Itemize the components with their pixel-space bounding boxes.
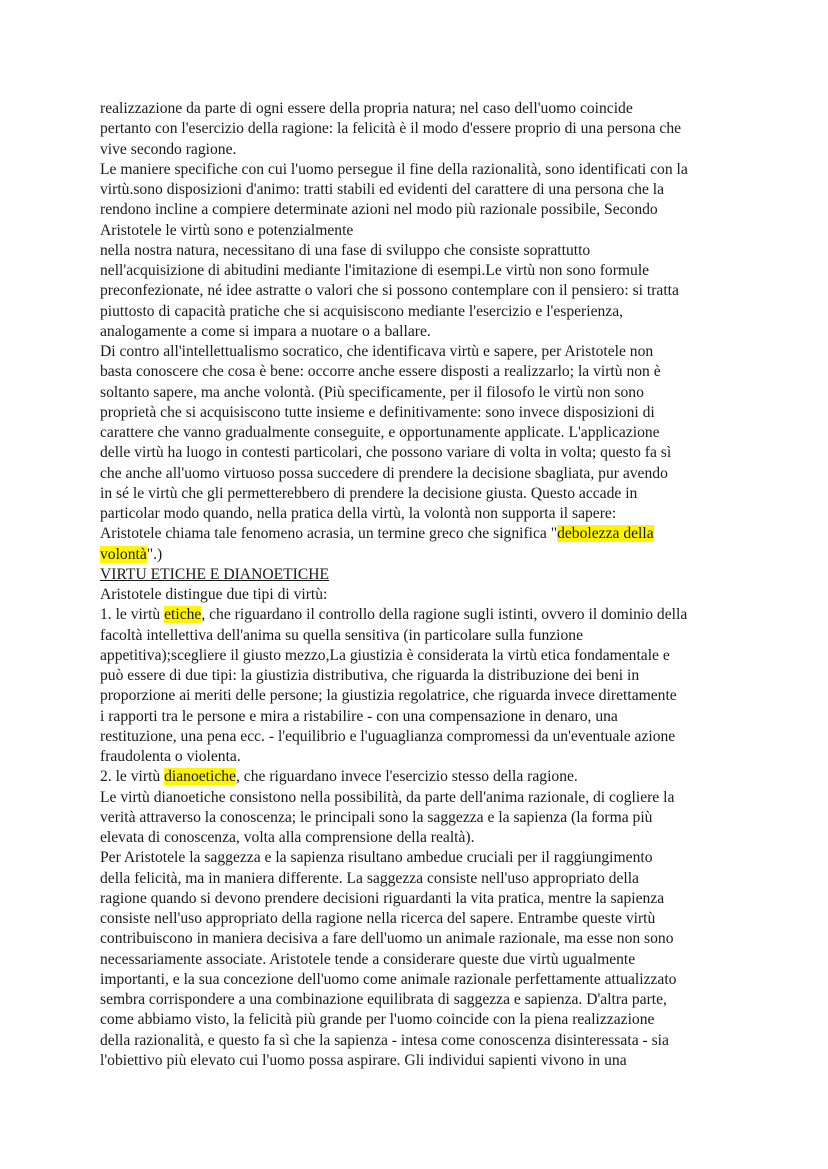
text-line [100, 767, 740, 787]
text-line: proporzione ai meriti delle persone; la giustizia regolatrice, che riguarda invece direttamente [100, 687, 677, 705]
text-line: Per Aristotele la saggezza e la sapienza risultano ambedue cruciali per il raggiungimento [100, 849, 653, 867]
text-line: preconfezionate, né idee astratte o valori che si possono contemplare con il pensiero: si tratta [100, 282, 679, 300]
text-line: basta conoscere che cosa è bene: occorre anche essere disposti a realizzarlo; la virtù non è [100, 363, 661, 381]
highlighted-text: dianoetiche [164, 768, 236, 786]
text-line: vive secondo ragione. [100, 140, 237, 158]
text-line [100, 605, 740, 625]
highlighted-text: etiche [164, 606, 202, 624]
text-line: restituzione, una pena ecc. - l'equilibrio e l'uguaglianza compromessi da un'eventuale azione [100, 727, 676, 745]
text-line: in sé le virtù che gli permetterebbero di prendere la decisione giusta. Questo accade in [100, 484, 638, 502]
text-line: verità attraverso la conoscenza; le principali sono la saggezza e la sapienza (la forma più [100, 808, 653, 826]
text-line: i rapporti tra le persone e mira a ristabilire - con una compensazione in denaro, una [100, 707, 618, 725]
document-body [100, 99, 740, 1071]
text-line: analogamente a come si impara a nuotare o a ballare. [100, 322, 431, 340]
text-line: rendono incline a compiere determinate azioni nel modo più razionale possibile, Secondo [100, 201, 658, 219]
section-heading: VIRTU ETICHE E DIANOETICHE [100, 565, 330, 583]
text-segment: , che riguardano invece l'esercizio stesso della ragione. [235, 768, 578, 786]
text-line: delle virtù ha luogo in contesti particolari, che possono variare di volta in volta; questo fa sì [100, 444, 672, 462]
text-line: nell'acquisizione di abitudini mediante l'imitazione di esempi.Le virtù non sono formule [100, 262, 650, 279]
text-line: carattere che vanno gradualmente conseguite, e opportunamente applicate. L'applicazione [100, 424, 660, 441]
text-line: può essere di due tipi: la giustizia distributiva, che riguarda la distribuzione dei beni in [100, 667, 640, 684]
text-line: fraudolenta o violenta. [100, 748, 241, 765]
text-segment: 2. le virtù [100, 768, 165, 786]
highlighted-text: volontà [100, 545, 147, 563]
text-line: facoltà intellettiva dell'anima su quella sensitiva (in particolare sulla funzione [100, 626, 584, 644]
text-line: necessariamente associate. Aristotele tende a considerare queste due virtù ugualmente [100, 950, 636, 968]
text-segment: Aristotele chiama tale fenomeno acrasia, un termine greco che significa " [100, 525, 558, 543]
text-line: proprietà che si acquisiscono tutte insieme e definitivamente: sono invece disposizioni di [100, 403, 655, 421]
text-segment: ".) [146, 545, 163, 563]
text-line [100, 545, 740, 565]
text-line: sembra corrispondere a una combinazione equilibrata di saggezza e sapienza. D'altra parte, [100, 991, 667, 1008]
text-line: della felicità, ma in maniera differente. La saggezza consiste nell'uso appropriato della [100, 869, 639, 887]
text-line: della razionalità, e questo fa sì che la sapienza - intesa come conoscenza disinteressata - sia [100, 1031, 669, 1049]
text-line: Le maniere specifiche con cui l'uomo persegue il fine della razionalità, sono identificati con la [100, 160, 688, 178]
text-line: elevata di conoscenza, volta alla comprensione della realtà). [100, 829, 475, 846]
text-line: l'obiettivo più elevato cui l'uomo possa aspirare. Gli individui sapienti vivono in una [100, 1051, 627, 1069]
text-line: contribuiscono in maniera decisiva a fare dell'uomo un animale razionale, ma esse non sono [100, 930, 674, 948]
highlighted-text: debolezza della [557, 525, 654, 543]
text-line: ragione quando si devono prendere decisioni riguardanti la vita pratica, mentre la sapienza [100, 889, 665, 907]
text-line [100, 524, 740, 544]
text-line: Le virtù dianoetiche consistono nella possibilità, da parte dell'anima razionale, di cogliere la [100, 788, 675, 806]
text-line: consiste nell'uso appropriato della ragione nella ricerca del sapere. Entrambe queste virtù [100, 910, 656, 927]
text-segment: , che riguardano il controllo della ragione sugli istinti, ovvero il dominio della [201, 606, 688, 624]
text-line: particolar modo quando, nella pratica della virtù, la volontà non supporta il sapere: [100, 505, 617, 522]
text-line: pertanto con l'esercizio della ragione: la felicità è il modo d'essere proprio di una persona che [100, 120, 682, 138]
text-line: virtù.sono disposizioni d'animo: tratti stabili ed evidenti del carattere di una persona che la [100, 181, 665, 198]
text-segment: 1. le virtù [100, 606, 165, 624]
text-line: che anche all'uomo virtuoso possa succedere di prendere la decisione sbagliata, pur avendo [100, 464, 668, 482]
text-line: appetitiva);scegliere il giusto mezzo,La giustizia è considerata la virtù etica fondamentale e [100, 646, 670, 664]
text-line: importanti, e la sua concezione dell'uomo come animale razionale perfettamente attualizzato [100, 970, 677, 988]
text-line: come abbiamo visto, la felicità più grande per l'uomo coincide con la piena realizzazione [100, 1011, 655, 1029]
text-line: Aristotele distingue due tipi di virtù: [100, 586, 328, 603]
text-line: piuttosto di capacità pratiche che si acquisiscono mediante l'esercizio e l'esperienza, [100, 302, 624, 320]
text-line: nella nostra natura, necessitano di una fase di sviluppo che consiste soprattutto [100, 241, 591, 259]
text-line: Aristotele le virtù sono e potenzialmente [100, 221, 354, 239]
text-line: soltanto sapere, ma anche volontà. (Più specificamente, per il filosofo le virtù non sono [100, 383, 644, 401]
text-line: Di contro all'intellettualismo socratico, che identificava virtù e sapere, per Aristotele non [100, 343, 654, 360]
text-line: realizzazione da parte di ogni essere della propria natura; nel caso dell'uomo coincide [100, 100, 633, 117]
